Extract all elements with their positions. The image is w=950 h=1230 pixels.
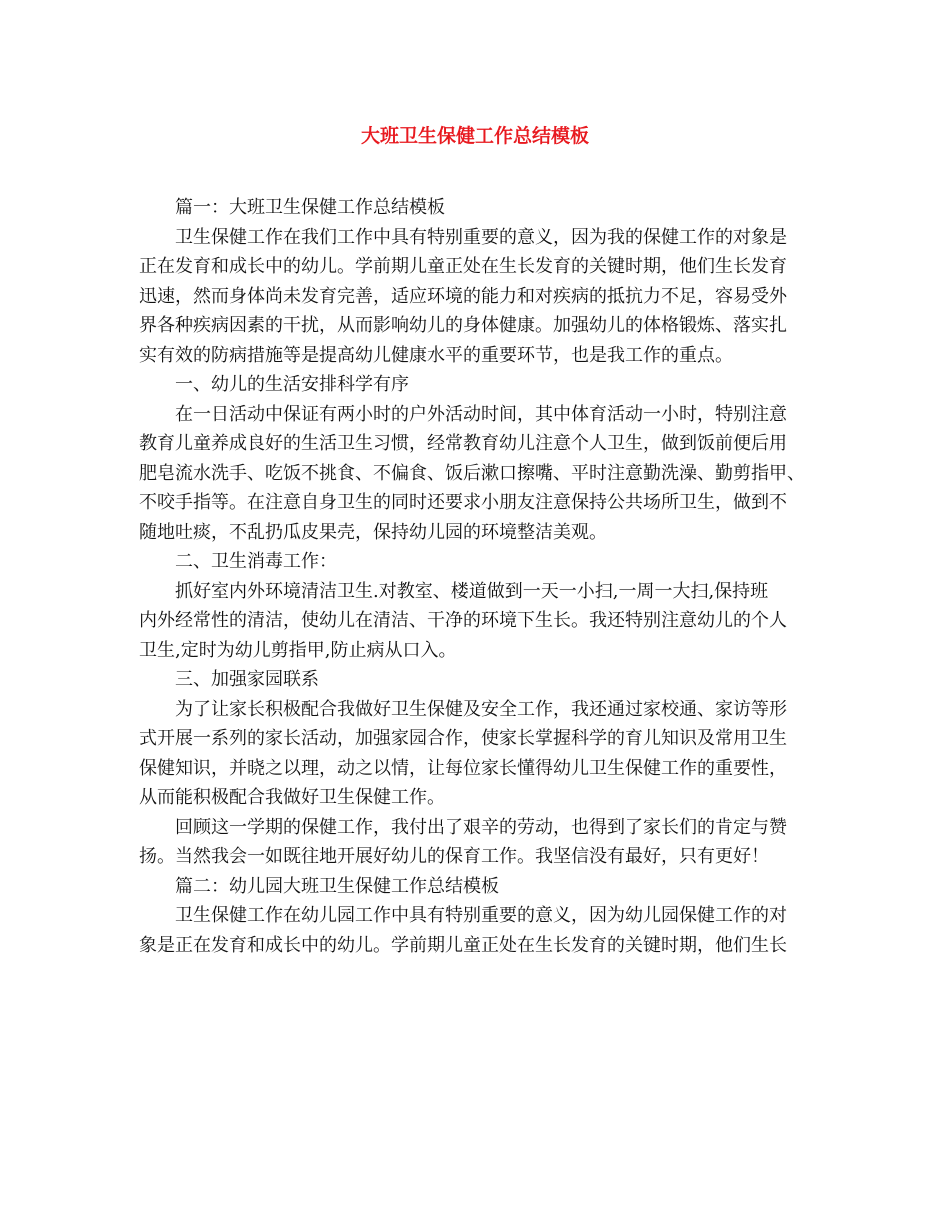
paragraph-line: 内外经常性的清洁，使幼儿在清洁、干净的环境下生长。我还特别注意幼儿的个人: [139, 610, 787, 631]
paragraph-line: 卫生,定时为幼儿剪指甲,防止病从口入。: [139, 639, 457, 661]
paragraph-line: 正在发育和成长中的幼儿。学前期儿童正处在生长发育的关键时期，他们生长发育: [139, 256, 787, 277]
section-heading-1: 一、幼儿的生活安排科学有序: [175, 374, 409, 395]
section-heading-3: 三、加强家园联系: [175, 669, 319, 690]
document-body: [139, 193, 811, 960]
paragraph-line: 实有效的防病措施等是提高幼儿健康水平的重要环节，也是我工作的重点。: [139, 344, 733, 366]
paragraph-line: 肥皂流水洗手、吃饭不挑食、不偏食、饭后漱口擦嘴、平时注意勤洗澡、勤剪指甲、: [139, 462, 805, 484]
paragraph-line: 不咬手指等。在注意自身卫生的同时还要求小朋友注意保持公共场所卫生，做到不: [139, 492, 787, 513]
paragraph-line: 保健知识，并晓之以理，动之以情，让每位家长懂得幼儿卫生保健工作的重要性，: [139, 757, 787, 779]
paragraph-line: 抓好室内外环境清洁卫生.对教室、楼道做到一天一小扫,一周一大扫,保持班: [175, 580, 769, 602]
paragraph-line: 扬。当然我会一如既往地开展好幼儿的保育工作。我坚信没有最好，只有更好！: [139, 846, 769, 867]
paragraph-line: 式开展一系列的家长活动，加强家园合作，使家长掌握科学的育儿知识及常用卫生: [139, 728, 787, 749]
document-title: 大班卫生保健工作总结模板: [360, 125, 589, 147]
paragraph-line: 从而能积极配合我做好卫生保健工作。: [139, 787, 445, 808]
paragraph-line: 为了让家长积极配合我做好卫生保健及安全工作，我还通过家校通、家访等形: [175, 698, 787, 720]
section-heading-2: 二、卫生消毒工作：: [175, 551, 337, 572]
paragraph-line: 在一日活动中保证有两小时的户外活动时间，其中体育活动一小时，特别注意: [175, 403, 787, 425]
paragraph-line: 回顾这一学期的保健工作，我付出了艰辛的劳动，也得到了家长们的肯定与赞: [175, 816, 787, 838]
paragraph-line: 卫生保健工作在幼儿园工作中具有特别重要的意义，因为幼儿园保健工作的对: [175, 905, 787, 926]
paragraph-line: 教育儿童养成良好的生活卫生习惯，经常教育幼儿注意个人卫生，做到饭前便后用: [139, 433, 787, 454]
paragraph-line: 迅速，然而身体尚未发育完善，适应环境的能力和对疾病的抵抗力不足，容易受外: [139, 285, 787, 307]
paragraph-line: 随地吐痰，不乱扔瓜皮果壳，保持幼儿园的环境整洁美观。: [139, 521, 607, 543]
section-heading-part-1: 篇一：大班卫生保健工作总结模板: [175, 197, 445, 218]
section-heading-part-2: 篇二：幼儿园大班卫生保健工作总结模板: [175, 875, 499, 897]
paragraph-line: 界各种疾病因素的干扰，从而影响幼儿的身体健康。加强幼儿的体格锻炼、落实扎: [139, 315, 787, 336]
paragraph-line: 象是正在发育和成长中的幼儿。学前期儿童正处在生长发育的关键时期，他们生长: [139, 934, 787, 956]
paragraph-line: 卫生保健工作在我们工作中具有特别重要的意义，因为我的保健工作的对象是: [175, 226, 787, 248]
